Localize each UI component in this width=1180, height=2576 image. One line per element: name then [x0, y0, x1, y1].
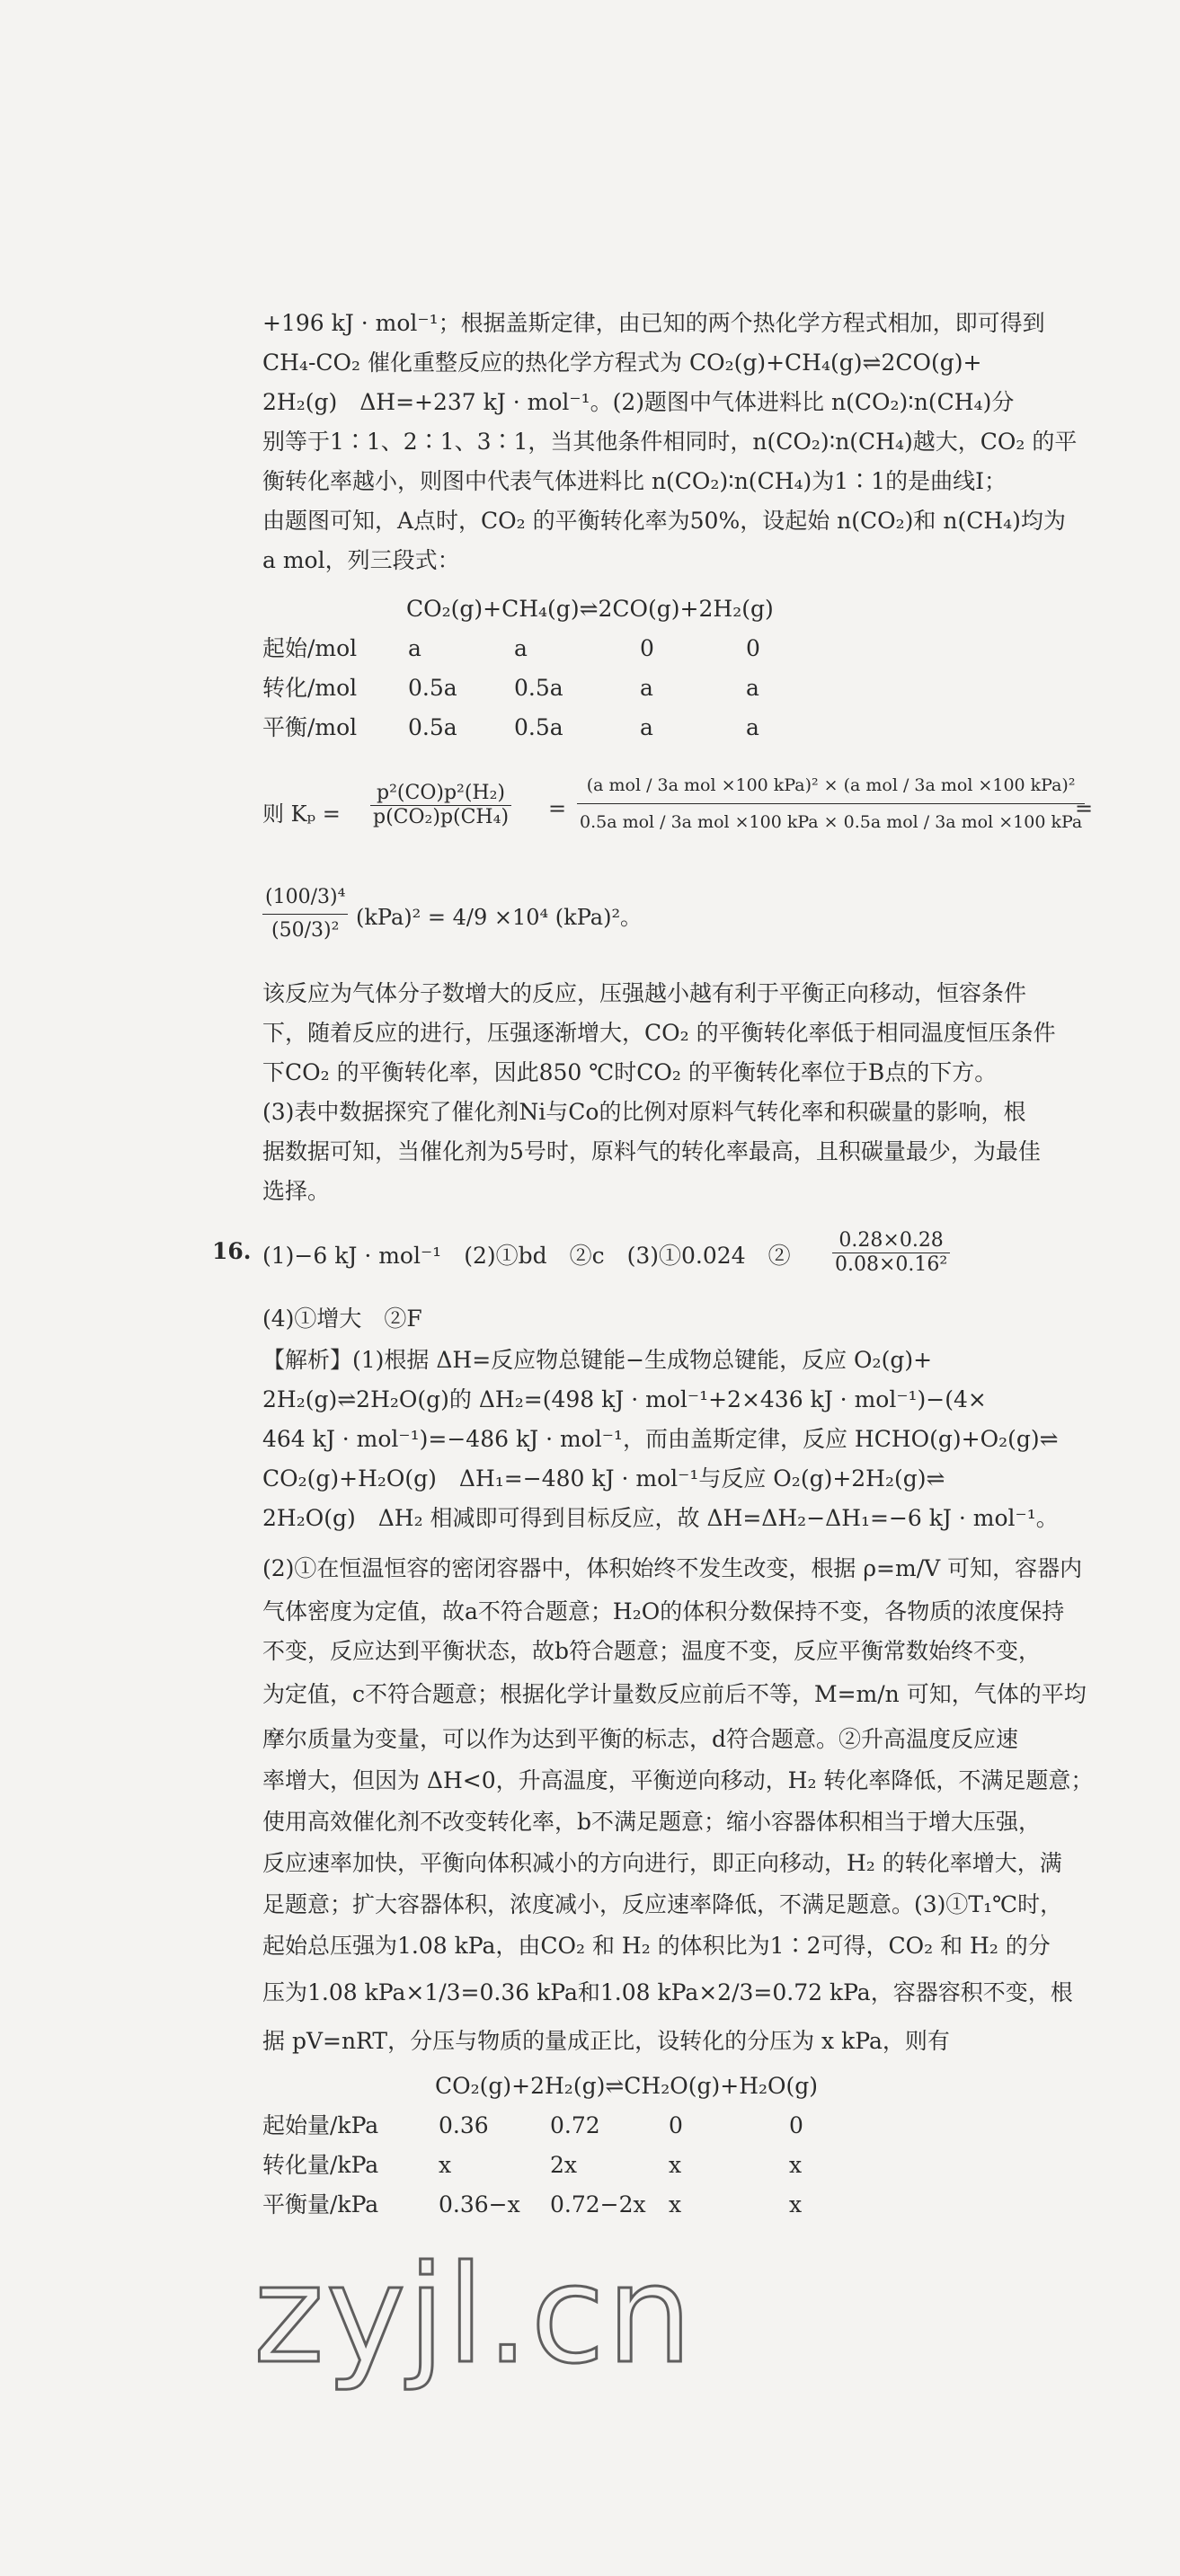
- text-line: 下，随着反应的进行，压强逐渐增大，CO₂ 的平衡转化率低于相同温度恒压条件: [262, 1020, 1056, 1046]
- text-line: 【解析】(1)根据 ΔH=反应物总键能−生成物总键能，反应 O₂(g)+: [262, 1347, 933, 1373]
- table-cell: x: [669, 2191, 682, 2217]
- table-cell: a: [640, 675, 653, 701]
- text-line: 反应速率加快，平衡向体积减小的方向进行，即正向移动，H₂ 的转化率增大，满: [262, 1850, 1062, 1876]
- text-line: CH₄-CO₂ 催化重整反应的热化学方程式为 CO₂(g)+CH₄(g)⇌2CO(g)+: [262, 350, 982, 376]
- table-cell: 0.5a: [408, 675, 457, 701]
- equals-sign: =: [1075, 796, 1094, 821]
- text-line: (3)表中数据探究了催化剂Ni与Co的比例对原料气转化率和积碳量的影响，根: [262, 1099, 1026, 1125]
- text-line: 衡转化率越小，则图中代表气体进料比 n(CO₂)∶n(CH₄)为1∶1的是曲线Ⅰ；: [262, 468, 1007, 494]
- answer-line: (4)①增大 ②F: [262, 1306, 422, 1332]
- table-cell: a: [408, 635, 421, 661]
- fraction-denominator: p(CO₂)p(CH₄): [373, 806, 510, 828]
- table-cell: 0.36−x: [439, 2191, 520, 2217]
- table-cell: x: [669, 2152, 682, 2178]
- fraction-denominator: (50/3)²: [271, 919, 340, 942]
- fraction-numerator: p²(CO)p²(H₂): [370, 782, 511, 806]
- text-line: 气体密度为定值，故a不符合题意；H₂O的体积分数保持不变，各物质的浓度保持: [262, 1598, 1065, 1624]
- q16-answer: [212, 1229, 1102, 1292]
- table-cell: 0.5a: [408, 714, 457, 740]
- text-line: 足题意；扩大容器体积，浓度减小，反应速率降低，不满足题意。(3)①T₁℃时，: [262, 1891, 1063, 1917]
- three-step-table-2: [262, 2067, 892, 2228]
- row-label: 起始/mol: [262, 635, 358, 661]
- row-label: 平衡量/kPa: [262, 2191, 379, 2217]
- kp-fraction-2: [577, 767, 1085, 840]
- text-line: (2)①在恒温恒容的密闭容器中，体积始终不发生改变，根据 ρ=m/V 可知，容器内: [262, 1555, 1083, 1581]
- text-line: 2H₂O(g) ΔH₂ 相减即可得到目标反应，故 ΔH=ΔH₂−ΔH₁=−6 kJ · mol⁻¹。: [262, 1505, 1059, 1531]
- fraction-denominator: 0.5a mol / 3a mol ×100 kPa × 0.5a mol / 3a mol ×100 kPa: [580, 812, 1083, 832]
- table-equation: CO₂(g)+2H₂(g)⇌CH₂O(g)+H₂O(g): [435, 2073, 819, 2099]
- fraction-numerator: (a mol / 3a mol ×100 kPa)² × (a mol / 3a mol ×100 kPa)²: [577, 767, 1085, 804]
- kp-formula: [262, 762, 1107, 861]
- watermark-logo: zyjl.cn: [253, 2237, 695, 2394]
- table-cell: 0: [669, 2112, 683, 2138]
- kp-fraction-1: [370, 782, 511, 829]
- kp-fraction-3: [262, 881, 348, 947]
- row-label: 转化/mol: [262, 675, 358, 701]
- text-line: 率增大，但因为 ΔH<0，升高温度，平衡逆向移动，H₂ 转化率降低，不满足题意；: [262, 1767, 1094, 1793]
- text-line: 压为1.08 kPa×1/3=0.36 kPa和1.08 kPa×2/3=0.72 kPa，容器容积不变，根: [262, 1979, 1073, 2005]
- row-label: 起始量/kPa: [262, 2112, 379, 2138]
- text-line: 据 pV=nRT，分压与物质的量成正比，设转化的分压为 x kPa，则有: [262, 2028, 950, 2054]
- table-cell: a: [514, 635, 528, 661]
- text-line: 464 kJ · mol⁻¹)=−486 kJ · mol⁻¹，而由盖斯定律，反应 HCHO(g)+O₂(g)⇌: [262, 1426, 1059, 1452]
- text-line: 选择。: [262, 1178, 331, 1204]
- equals-sign: =: [548, 796, 567, 821]
- table-cell: 0.72−2x: [550, 2191, 646, 2217]
- answer-fraction: [832, 1229, 950, 1277]
- kp-result-text: (kPa)² = 4/9 ×10⁴ (kPa)²。: [356, 905, 643, 930]
- text-line: 使用高效催化剂不改变转化率，b不满足题意；缩小容器体积相当于增大压强，: [262, 1809, 1042, 1835]
- text-line: 为定值，c不符合题意；根据化学计量数反应前后不等，M=m/n 可知，气体的平均: [262, 1681, 1087, 1707]
- text-line: 下CO₂ 的平衡转化率，因此850 ℃时CO₂ 的平衡转化率位于B点的下方。: [262, 1059, 998, 1085]
- table-cell: 0.36: [439, 2112, 489, 2138]
- kp-result: [262, 876, 892, 957]
- table-cell: 0.72: [550, 2112, 600, 2138]
- text-line: 不变，反应达到平衡状态，故b符合题意；温度不变，反应平衡常数始终不变，: [262, 1638, 1042, 1664]
- table-cell: 0: [746, 635, 760, 661]
- table-cell: x: [789, 2152, 803, 2178]
- table-cell: a: [640, 714, 653, 740]
- row-label: 转化量/kPa: [262, 2152, 379, 2178]
- table-cell: 0: [640, 635, 654, 661]
- three-step-table-1: [262, 589, 892, 751]
- row-label: 平衡/mol: [262, 714, 358, 740]
- table-cell: x: [789, 2191, 803, 2217]
- table-cell: 2x: [550, 2152, 578, 2178]
- table-equation: CO₂(g)+CH₄(g)⇌2CO(g)+2H₂(g): [406, 596, 774, 622]
- question-number: 16.: [212, 1238, 252, 1264]
- text-line: 摩尔质量为变量，可以作为达到平衡的标志，d符合题意。②升高温度反应速: [262, 1726, 1019, 1752]
- text-line: 该反应为气体分子数增大的反应，压强越小越有利于平衡正向移动，恒容条件: [262, 980, 1027, 1006]
- table-cell: a: [746, 675, 759, 701]
- text-line: +196 kJ · mol⁻¹；根据盖斯定律，由已知的两个热化学方程式相加，即可得到: [262, 310, 1045, 336]
- fraction-denominator: 0.08×0.16²: [835, 1253, 948, 1276]
- text-line: 据数据可知，当催化剂为5号时，原料气的转化率最高，且积碳量最少，为最佳: [262, 1138, 1041, 1164]
- table-cell: 0: [789, 2112, 803, 2138]
- kp-prefix: 则 Kₚ =: [262, 801, 341, 827]
- table-cell: 0.5a: [514, 714, 563, 740]
- text-line: CO₂(g)+H₂O(g) ΔH₁=−480 kJ · mol⁻¹与反应 O₂(g)+2H₂(g)⇌: [262, 1465, 945, 1492]
- text-line: 2H₂(g) ΔH=+237 kJ · mol⁻¹。(2)题图中气体进料比 n(CO₂)∶n(CH₄)分: [262, 389, 1015, 415]
- text-line: 由题图可知，A点时，CO₂ 的平衡转化率为50%，设起始 n(CO₂)和 n(CH₄)均为: [262, 508, 1066, 534]
- table-cell: a: [746, 714, 759, 740]
- answer-line: (1)−6 kJ · mol⁻¹ (2)①bd ②c (3)①0.024 ②: [262, 1243, 791, 1269]
- text-line: 2H₂(g)⇌2H₂O(g)的 ΔH₂=(498 kJ · mol⁻¹+2×436 kJ · mol⁻¹)−(4×: [262, 1386, 987, 1412]
- fraction-numerator: (100/3)⁴: [262, 881, 348, 915]
- text-line: 起始总压强为1.08 kPa，由CO₂ 和 H₂ 的体积比为1∶2可得，CO₂ 和 H₂ 的分: [262, 1933, 1051, 1959]
- table-cell: x: [439, 2152, 452, 2178]
- text-line: a mol，列三段式：: [262, 547, 460, 573]
- fraction-numerator: 0.28×0.28: [832, 1229, 950, 1253]
- table-cell: 0.5a: [514, 675, 563, 701]
- text-line: 别等于1∶1、2∶1、3∶1，当其他条件相同时，n(CO₂)∶n(CH₄)越大，CO₂ 的平: [262, 429, 1078, 455]
